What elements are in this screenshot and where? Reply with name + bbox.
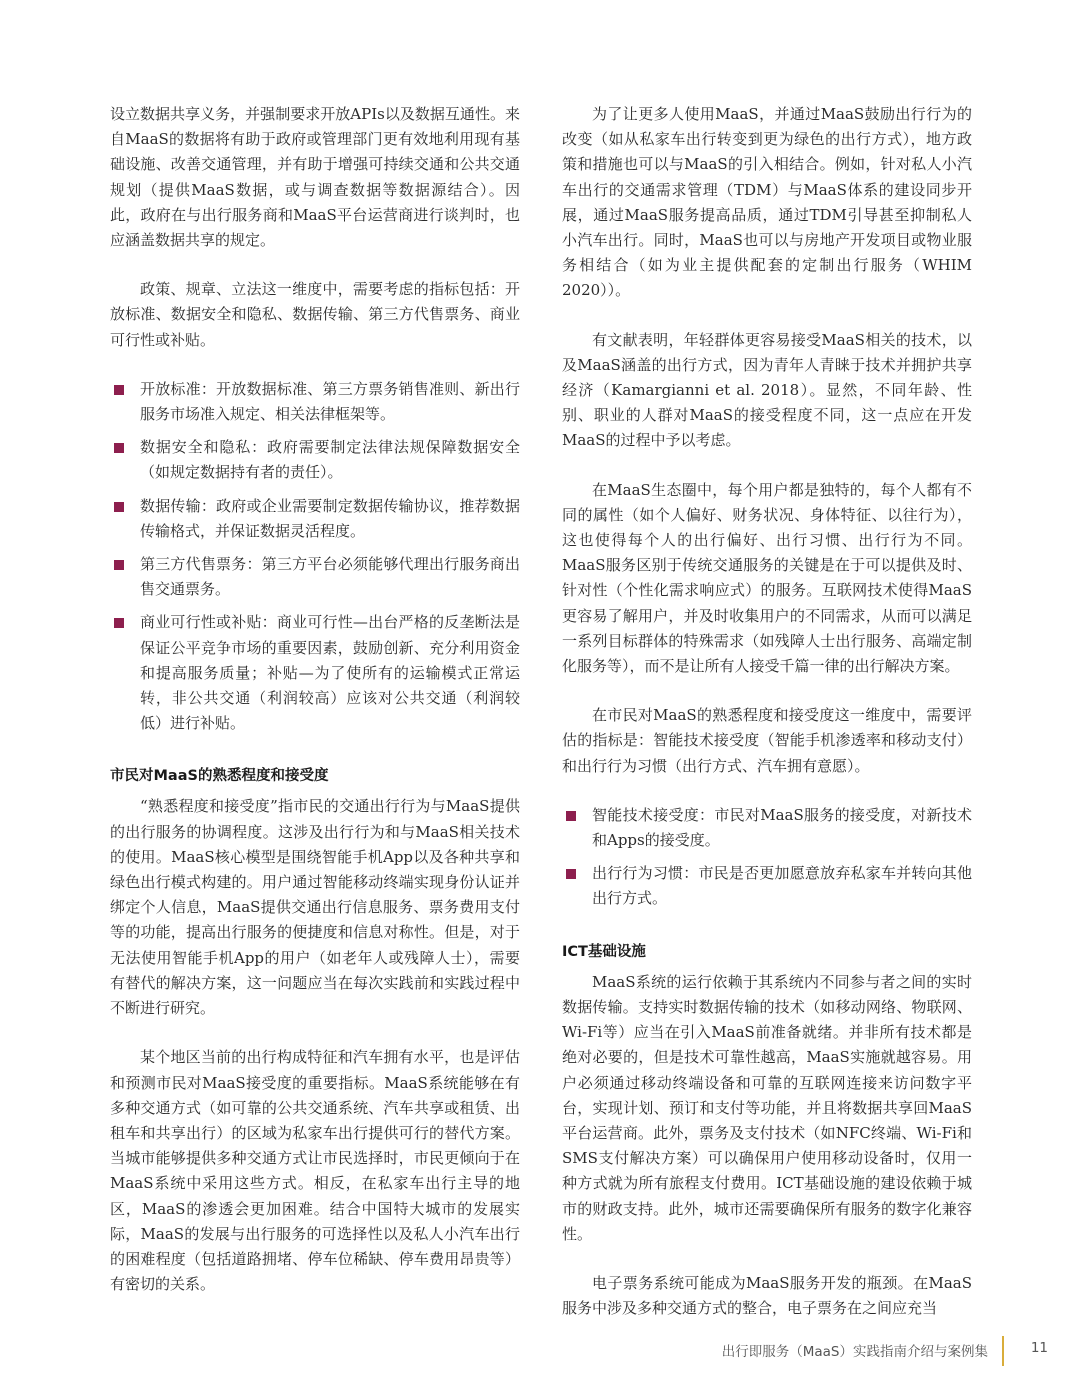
footer-title: 出行即服务（MaaS）实践指南介绍与案例集 [721,1344,988,1360]
footer-divider [1002,1336,1004,1366]
list-item: 第三方代售票务：第三方平台必须能够代理出行服务商出售交通票务。 [110,552,520,602]
bullet-list [110,377,520,737]
square-bullet-icon [566,811,576,821]
left-column [110,102,520,1297]
square-bullet-icon [114,385,124,395]
paragraph: 设立数据共享义务，并强制要求开放APIs以及数据互通性。来自MaaS的数据将有助于政府或管理部门更有效地利用现有基础设施、改善交通管理，并有助于增强可持续交通和公共交通规划（提供MaaS数据，或与调查数据等数据源结合）。因此，政府在与出行服务商和MaaS平台运营商进行谈判时，也应涵盖数据共享的规定。 [110,105,520,250]
paragraph: 为了让更多人使用MaaS，并通过MaaS鼓励出行行为的改变（如从私家车出行转变到更为绿色的出行方式），地方政策和措施也可以与MaaS的引入相结合。例如，针对私人小汽车出行的交通需求管理（TDM）与MaaS体系的建设同步开展，通过MaaS服务提高品质，通过TDM引导甚至抑制私人小汽车出行。同时，MaaS也可以与房地产开发项目或物业服务相结合（如为业主提供配套的定制出行服务（WHIM 2020））。 [562,105,972,300]
list-item: 出行行为习惯：市民是否更加愿意放弃私家车并转向其他出行方式。 [562,861,972,911]
section-heading: ICT基础设施 [562,943,646,960]
square-bullet-icon [114,560,124,570]
page-number: 11 [1030,1340,1048,1356]
paragraph: 电子票务系统可能成为MaaS服务开发的瓶颈。在MaaS服务中涉及多种交通方式的整合，电子票务在之间应充当 [562,1273,972,1318]
paragraph: “熟悉程度和接受度”指市民的交通出行行为与MaaS提供的出行服务的协调程度。这涉及出行行为和与MaaS相关技术的使用。MaaS核心模型是围绕智能手机App以及各种共享和绿色出行模式构建的。用户通过智能移动终端实现身份认证并绑定个人信息，MaaS提供交通出行信息服务、票务费用支付等的功能，提高出行服务的便捷度和信息对称性。但是，对于无法使用智能手机App的用户（如老年人或残障人士），需要有替代的解决方案，这一问题应当在每次实践前和实践过程中不断进行研究。 [110,797,520,1018]
square-bullet-icon [566,869,576,879]
bullet-list [562,803,972,912]
list-item: 数据安全和隐私：政府需要制定法律法规保障数据安全（如规定数据持有者的责任）。 [110,435,520,485]
paragraph: 某个地区当前的出行构成特征和汽车拥有水平，也是评估和预测市民对MaaS接受度的重要指标。MaaS系统能够在有多种交通方式（如可靠的公共交通系统、汽车共享或租赁、出租车和共享出行）的区域为私家车出行提供可行的替代方案。当城市能够提供多种交通方式让市民选择时，市民更倾向于在MaaS系统中采用这些方式。相反，在私家车出行主导的地区，MaaS的渗透会更加困难。结合中国特大城市的发展实际，MaaS的发展与出行服务的可选择性以及私人小汽车出行的困难程度（包括道路拥堵、停车位稀缺、停车费用昂贵等）有密切的关系。 [110,1048,520,1294]
list-item: 开放标准：开放数据标准、第三方票务销售准则、新出行服务市场准入规定、相关法律框架等。 [110,377,520,427]
paragraph: MaaS系统的运行依赖于其系统内不同参与者之间的实时数据传输。支持实时数据传输的技术（如移动网络、物联网、Wi-Fi等）应当在引入MaaS前准备就绪。并非所有技术都是绝对必要的，但是技术可靠性越高，MaaS实施就越容易。用户必须通过移动终端设备和可靠的互联网连接来访问数字平台，实现计划、预订和支付等功能，并且将数据共享回MaaS平台运营商。此外，票务及支付技术（如NFC终端、Wi-Fi和SMS支付解决方案）可以确保用户使用移动设备时，仅用一种方式就为所有旅程支付费用。ICT基础设施的建设依赖于城市的财政支持。此外，城市还需要确保所有服务的数字化兼容性。 [562,972,972,1243]
list-item: 智能技术接受度：市民对MaaS服务的接受度，对新技术和Apps的接受度。 [562,803,972,853]
square-bullet-icon [114,443,124,453]
square-bullet-icon [114,502,124,512]
right-column [562,102,972,1321]
section-heading: 市民对MaaS的熟悉程度和接受度 [110,768,329,785]
list-item: 数据传输：政府或企业需要制定数据传输协议，推荐数据传输格式，并保证数据灵活程度。 [110,494,520,544]
list-item: 商业可行性或补贴：商业可行性—出台严格的反垄断法是保证公平竞争市场的重要因素，鼓励创新、充分利用资金和提高服务质量；补贴—为了使所有的运输模式正常运转，非公共交通（利润较高）应该对公共交通（利润较低）进行补贴。 [110,610,520,736]
paragraph: 在市民对MaaS的熟悉程度和接受度这一维度中，需要评估的指标是：智能技术接受度（智能手机渗透率和移动支付）和出行行为习惯（出行方式、汽车拥有意愿）。 [562,706,972,775]
paragraph: 有文献表明，年轻群体更容易接受MaaS相关的技术，以及MaaS涵盖的出行方式，因为青年人青睐于技术并拥护共享经济（Kamargianni et al. 2018）。显然，不同年龄、性别、职业的人群对MaaS的接受程度不同，这一点应在开发MaaS的过程中予以考虑。 [562,330,972,450]
paragraph: 政策、规章、立法这一维度中，需要考虑的指标包括：开放标准、数据安全和隐私、数据传输、第三方代售票务、商业可行性或补贴。 [110,280,520,349]
paragraph: 在MaaS生态圈中，每个用户都是独特的，每个人都有不同的属性（如个人偏好、财务状况、身体特征、以往行为），这也使得每个人的出行偏好、出行习惯、出行行为不同。MaaS服务区别于传统交通服务的关键是在于可以提供及时、针对性（个性化需求响应式）的服务。互联网技术使得MaaS更容易了解用户，并及时收集用户的不同需求，从而可以满足一系列目标群体的特殊需求（如残障人士出行服务、高端定制化服务等），而不是让所有人接受千篇一律的出行解决方案。 [562,480,972,676]
square-bullet-icon [114,618,124,628]
page-footer [600,1336,1050,1366]
